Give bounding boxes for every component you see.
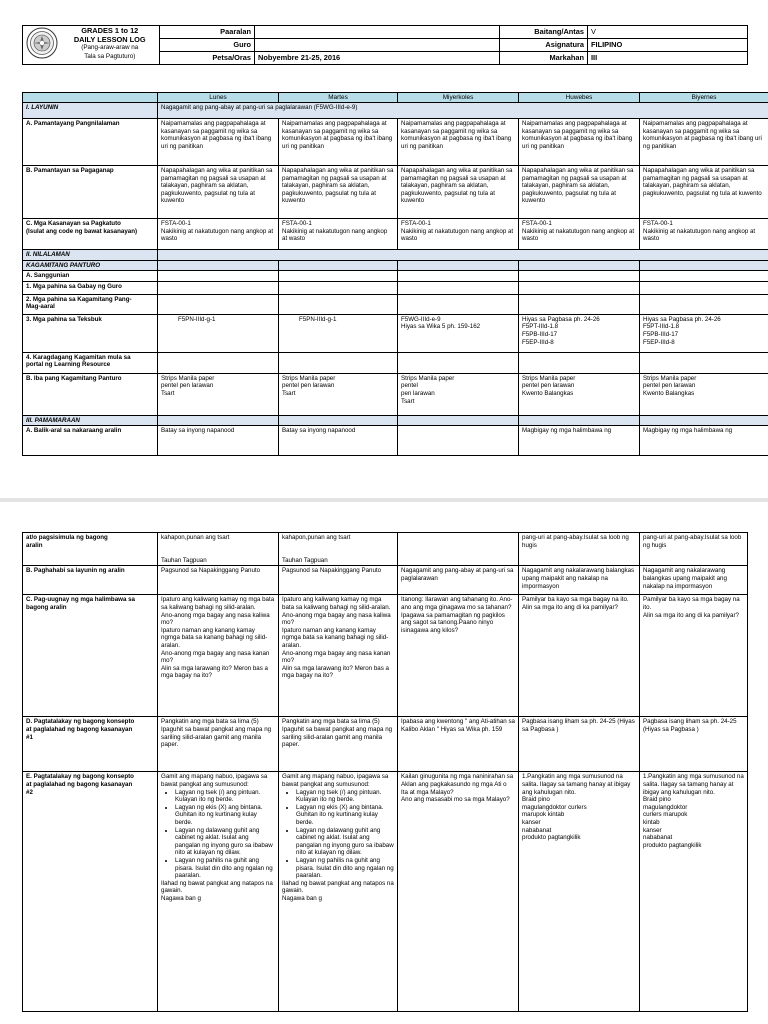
cell-teksbuk-wed: F5WG-IIId-e-9 Hiyas sa Wika 5 ph. 159-162 <box>398 314 519 352</box>
row-iba-pang-kagamitan <box>23 373 768 415</box>
cell-c-thu: FSTA-00-1 Nakikinig at nakatutugon nang angkop at wasto <box>519 219 640 250</box>
cell-c2-wed: Itanong: Ilarawan ang tahanang ito. Ano-ano ang mga ginagawa mo sa tahanan? Ipagawa sa pamamagitan ng pagkilos ang sagot sa tanong.Paano ninyo isinagawa ang kilos? <box>398 595 519 717</box>
row-label-a: A. Pamantayang Pangnilalaman <box>23 119 158 166</box>
e2-mon-item-3: • Lagyan ng dalawang guhit ang cabinet ng aklat. Isulat ang pangalan ng inyong guro sa ibabaw nito at kulayan ng dilaw. <box>175 827 275 857</box>
day-header-thursday: Huwebes <box>519 93 640 103</box>
day-header-friday: Biyernes <box>640 93 768 103</box>
cell-iba-thu: Strips Manila paper pentel pen larawan Kwento Balangkas <box>519 373 640 415</box>
e2-mon-item-2: • Lagyan ng ekis (X) ang bintana. Guhitan ito ng kurtinang kulay berde. <box>175 804 275 827</box>
cell-cont-wed <box>398 533 519 566</box>
cell-balik-fri: Magbigay ng mga halimbawa ng <box>640 426 768 456</box>
cell-e2-mon <box>158 772 279 1012</box>
cell-a-fri: Naipamamalas ang pagpapahalaga at kasanayan sa paggamit ng wika sa komunikasyon at pagbasa ng iba't ibang uri ng panitikan <box>640 119 768 166</box>
cell-balik-tue: Batay sa inyong napanood <box>279 426 398 456</box>
e2-mon-outro: Ilahad ng bawat pangkat ang natapos na gawain. Nagawa ban g <box>161 879 273 902</box>
e2-tue-outro: Ilahad ng bawat pangkat ang natapos na gawain. Nagawa ban g <box>282 879 394 902</box>
cell-iba-wed: Strips Manila paper pentel pen larawan Tsart <box>398 373 519 415</box>
deped-seal-icon <box>26 27 58 59</box>
cell-balik-thu: Magbigay ng mga halimbawa ng <box>519 426 640 456</box>
lesson-table-page1 <box>22 92 768 456</box>
e2-tue-item-4: • Lagyan ng pahilis na guhit ang pisara. Isulat din dito ang ngalan ng paaralan. <box>296 857 394 880</box>
cell-cont-mon: kahapon,punan ang tsart Tauhan Tagpuan <box>158 533 279 566</box>
cell-c-tue: FSTA-00-1 Nakikinig at nakatutugon nang angkop at wasto <box>279 219 398 250</box>
row-label-e2: E. Pagtatalakay ng bagong konsepto at paglalahad ng bagong kasanayan #2 <box>23 772 158 1012</box>
cell-b-fri: Napapahalagan ang wika at panitikan sa pamamagitan ng pagsali sa usapan at talakayan, paghiram sa aklatan, pagkukuwento, pagsulat ng tula at kuwento <box>640 166 768 219</box>
e2-tue-item-3: • Lagyan ng dalawang guhit ang cabinet ng aklat. Isulat ang pangalan ng inyong guro sa ibabaw nito at kulayan ng dilaw. <box>296 827 394 857</box>
grade-value: V <box>588 26 748 39</box>
cell-a-thu: Naipamamalas ang pagpapahalaga at kasanayan sa paggamit ng wika sa komunikasyon at pagbasa ng iba't ibang uri ng panitikan <box>519 119 640 166</box>
cell-e2-tue <box>279 772 398 1012</box>
lesson-table-page2 <box>22 532 748 1012</box>
cell-cont-thu: pang-uri at pang-abay.Isulat sa loob ng hugis <box>519 533 640 566</box>
cell-b2-mon: Pagsunod sa Napakinggang Panuto <box>158 566 279 595</box>
layunin-text: Nagagamit ang pang-abay at pang-uri sa paglalarawan (F5WG-IIId-e-9) <box>158 103 768 119</box>
log-title <box>61 26 160 65</box>
subject-label: Asignatura <box>500 39 588 52</box>
e2-tue-item-2: • Lagyan ng ekis (X) ang bintana. Guhitan ito ng kurtinang kulay berde. <box>296 804 394 827</box>
balik-label: A. Balik-aral sa nakaraang aralin <box>23 426 158 456</box>
layunin-label: I. LAYUNIN <box>23 103 158 119</box>
cell-c-wed: FSTA-00-1 Nakikinig at nakatutugon nang angkop at wasto <box>398 219 519 250</box>
cell-b-mon: Napapahalagan ang wika at panitikan sa pamamagitan ng pagsali sa usapan at talakayan, paghiram sa aklatan, pagkukuwento, pagsulat ng tula at kuwento <box>158 166 279 219</box>
e2-mon-item-1: • Lagyan ng tsek (/) ang pintuan. Kulayan ito ng berde. <box>175 789 275 804</box>
row-sanggunian <box>23 271 768 282</box>
page-2 <box>0 502 768 1024</box>
cell-b-tue: Napapahalagan ang wika at panitikan sa pamamagitan ng pagsali sa usapan at talakayan, paghiram sa aklatan, pagkukuwento, pagsulat ng tula at kuwento <box>279 166 398 219</box>
date-value: Nobyembre 21-25, 2016 <box>255 52 500 65</box>
row-kagamitang-panturo <box>23 260 768 271</box>
cell-c2-mon: Ipaturo ang kaliwang kamay ng mga bata sa kaliwang bahagi ng silid-aralan. Ano-anong mga bagay ang nasa kaliwa mo? Ipaturo naman ang kanang kamay ngmga bata sa kanang bahagi ng silid-aralan. Ano-anong mga bagay ang nasa kanan mo? Alin sa mga larawang ito? Meron bas a mga bagay na ito? <box>158 595 279 717</box>
iba-label: B. Iba pang Kagamitang Panturo <box>23 373 158 415</box>
karagdagang-label: 4. Karagdagang Kagamitan mula sa portal ng Learning Resource <box>23 352 158 373</box>
nilalaman-label: II. NILALAMAN <box>23 250 158 261</box>
cell-d2-wed: Ipabasa ang kwentong " ang Ati-atihan sa Kalibo Aklan " Hiyas sa Wika ph. 159 <box>398 717 519 772</box>
e2-tue-list <box>282 789 394 880</box>
cell-c-mon: FSTA-00-1 Nakikinig at nakatutugon nang angkop at wasto <box>158 219 279 250</box>
row-label-b: B. Pamantayan sa Pagaganap <box>23 166 158 219</box>
row-label-b2: B. Paghahabi sa layunin ng aralin <box>23 566 158 595</box>
teksbuk-label: 3. Mga pahina sa Teksbuk <box>23 314 158 352</box>
row-pamamaraan <box>23 415 768 426</box>
e2-mon-intro: Gamit ang mapang nabuo, ipagawa sa bawat pangkat ang sumusunod: <box>161 773 268 788</box>
e2-tue-intro: Gamit ang mapang nabuo, ipagawa sa bawat pangkat ang sumusunod: <box>282 773 389 788</box>
school-value <box>255 26 500 39</box>
cell-d2-mon: Pangkatin ang mga bata sa lima (5) Ipaguhit sa bawat pangkat ang mapa ng sariling silid-aralan gamit ang manila paper. <box>158 717 279 772</box>
cell-iba-fri: Strips Manila paper pentel pen larawan Kwento Balangkas <box>640 373 768 415</box>
cell-b2-tue: Pagsunod sa Napakinggang Panuto <box>279 566 398 595</box>
subject-value: FILIPINO <box>588 39 748 52</box>
cell-d2-tue: Pangkatin ang mga bata sa lima (5) Ipaguhit sa bawat pangkat ang mapa ng sariling silid-aralan gamit ang manila paper. <box>279 717 398 772</box>
row-pagtatalakay-2 <box>23 772 748 1012</box>
sanggunian-label: A. Sanggunian <box>23 271 158 282</box>
cell-d2-thu: Pagbasa isang liham sa ph. 24-25 (Hiyas sa Pagbasa ) <box>519 717 640 772</box>
day-header-monday: Lunes <box>158 93 279 103</box>
cell-cont-tue: kahapon,punan ang tsart Tauhan Tagpuan <box>279 533 398 566</box>
cell-b-wed: Napapahalagan ang wika at panitikan sa pamamagitan ng pagsali sa usapan at talakayan, paghiram sa aklatan, pagkukuwento, pagsulat ng tula at kuwento <box>398 166 519 219</box>
quarter-label: Markahan <box>500 52 588 65</box>
cell-teksbuk-tue: F5PN-IIId-g-1 <box>279 314 398 352</box>
row-pagtatalakay-1 <box>23 717 748 772</box>
cell-c2-fri: Pamilyar ba kayo sa mga bagay na ito. Alin sa mga ito ang di ka pamilyar? <box>640 595 748 717</box>
grade-label: Baitang/Antas <box>500 26 588 39</box>
row-kagamitang-mag-aaral <box>23 294 768 314</box>
pamamaraan-label: III. PAMAMARAAN <box>23 415 158 426</box>
row-pag-uugnay <box>23 595 748 717</box>
kagamitang-label: 2. Mga pahina sa Kagamitang Pang- Mag-aaral <box>23 294 158 314</box>
cell-e2-wed: Kailan ginugunita ng mga naninirahan sa Aklan ang pagkakasundo ng mga Ati o Ita at mga Malayo? Ano ang masasabi mo sa mga Malayo? <box>398 772 519 1012</box>
row-gabay-guro <box>23 281 768 294</box>
cell-a-mon: Naipamamalas ang pagpapahalaga at kasanayan sa paggamit ng wika sa komunikasyon at pagbasa ng iba't ibang uri ng panitikan <box>158 119 279 166</box>
row-balik-aral <box>23 426 768 456</box>
cell-d2-fri: Pagbasa isang liham sa ph. 24-25 (Hiyas sa Pagbasa ) <box>640 717 748 772</box>
cell-c2-tue: Ipaturo ang kaliwang kamay ng mga bata sa kaliwang bahagi ng silid-aralan. Ano-anong mga bagay ang nasa kaliwa mo? Ipaturo naman ang kanang kamay ngmga bata sa kanang bahagi ng silid-aralan. Ano-anong mga bagay ang nasa kanan mo? Alin sa mga larawang ito? Meron bas a mga bagay na ito? <box>279 595 398 717</box>
page-1 <box>0 0 768 498</box>
day-header-wednesday: Miyerkoles <box>398 93 519 103</box>
day-header-row <box>23 93 768 103</box>
row-nilalaman <box>23 250 768 261</box>
row-layunin <box>23 103 768 119</box>
row-balik-aral-cont <box>23 533 748 566</box>
header-table <box>22 25 748 65</box>
cell-cont-fri: pang-uri at pang-abay.Isulat sa loob ng hugis <box>640 533 748 566</box>
title-line-1: GRADES 1 to 12 <box>81 26 139 35</box>
cell-a-tue: Naipamamalas ang pagpapahalaga at kasanayan sa paggamit ng wika sa komunikasyon at pagbasa ng iba't ibang uri ng panitikan <box>279 119 398 166</box>
cell-b-thu: Napapahalagan ang wika at panitikan sa pamamagitan ng pagsali sa usapan at talakayan, paghiram sa aklatan, pagkukuwento, pagsulat ng tula at kuwento <box>519 166 640 219</box>
date-label: Petsa/Oras <box>160 52 255 65</box>
cell-balik-mon: Batay sa inyong napanood <box>158 426 279 456</box>
cell-c2-thu: Pamilyar ba kayo sa mga bagay na ito. Alin sa mga ito ang di ka pamilyar? <box>519 595 640 717</box>
day-header-blank <box>23 93 158 103</box>
nilalaman-content <box>158 250 768 261</box>
row-karagdagang-kagamitan <box>23 352 768 373</box>
title-line-4: Tala sa Pagtuturo) <box>84 52 136 60</box>
cell-b2-thu: Nagagamit ang nakalarawang balangkas upang maipakit ang nakalap na impormasyon <box>519 566 640 595</box>
teacher-label: Guro <box>160 39 255 52</box>
teacher-value <box>255 39 500 52</box>
cell-teksbuk-thu: Hiyas sa Pagbasa ph. 24-26 F5PT-IIId-1.8 F5PB-IIId-17 F5EP-IIId-8 <box>519 314 640 352</box>
row-label-c: C. Mga Kasanayan sa Pagkatuto (Isulat ang code ng bawat kasanayan) <box>23 219 158 250</box>
row-teksbuk <box>23 314 768 352</box>
row-label-d2: D. Pagtatalakay ng bagong konsepto at paglalahad ng bagong kasanayan #1 <box>23 717 158 772</box>
cell-a-wed: Naipamamalas ang pagpapahalaga at kasanayan sa paggamit ng wika sa komunikasyon at pagbasa ng iba't ibang uri ng panitikan <box>398 119 519 166</box>
row-label-c2: C. Pag-uugnay ng mga halimbawa sa bagong aralin <box>23 595 158 717</box>
day-header-tuesday: Martes <box>279 93 398 103</box>
e2-mon-list <box>161 789 275 880</box>
cell-teksbuk-mon: F5PN-IIId-g-1 <box>158 314 279 352</box>
title-line-2: DAILY LESSON LOG <box>73 34 146 44</box>
cell-b2-wed: Nagagamit ang pang-abay at pang-uri sa paglalarawan <box>398 566 519 595</box>
cell-b2-fri: Nagagamit ang nakalarawang balangkas upang maipakit ang nakalap na impormasyon <box>640 566 748 595</box>
cell-iba-mon: Strips Manila paper pentel pen larawan Tsart <box>158 373 279 415</box>
cell-iba-tue: Strips Manila paper pentel pen larawan Tsart <box>279 373 398 415</box>
school-label: Paaralan <box>160 26 255 39</box>
cell-teksbuk-fri: Hiyas sa Pagbasa ph. 24-26 F5PT-IIId-1.8 F5PB-IIId-17 F5EP-IIId-8 <box>640 314 768 352</box>
row-paghahabi <box>23 566 748 595</box>
row-pamantayang-pangnilalaman <box>23 119 768 166</box>
cell-c-fri: FSTA-00-1 Nakikinig at nakatutugon nang angkop at wasto <box>640 219 768 250</box>
row-kasanayan <box>23 219 768 250</box>
e2-tue-item-1: • Lagyan ng tsek (/) ang pintuan. Kulayan ito ng berde. <box>296 789 394 804</box>
cell-e2-thu: 1.Pangkatin ang mga sumusunod na salita. Ilagay sa tamang hanay at ibigay ang kahulugan nito. Braid pino magulangdoktor curlers marupok kintab kanser nababanat produkto pagtangkilik <box>519 772 640 1012</box>
quarter-value: III <box>588 52 748 65</box>
e2-mon-item-4: • Lagyan ng pahilis na guhit ang pisara. Isulat din dito ang ngalan ng paaralan. <box>175 857 275 880</box>
cell-balik-wed <box>398 426 519 456</box>
gabay-label: 1. Mga pahina sa Gabay ng Guro <box>23 281 158 294</box>
cont-label: at/o pagsisimula ng bagong aralin <box>23 533 158 566</box>
row-pamantayan-sa-pagaganap <box>23 166 768 219</box>
cell-e2-fri: 1.Pangkatin ang mga sumusunod na salita. Ilagay sa tamang hanay at ibigay ang kahulugan nito. Braid pino magulangdoktor curlers marupok kintab kanser nababanat produkto pagtangkilik <box>640 772 748 1012</box>
title-line-3: (Pang-araw-araw na <box>81 44 139 52</box>
kagamitan-label: KAGAMITANG PANTURO <box>23 260 158 271</box>
